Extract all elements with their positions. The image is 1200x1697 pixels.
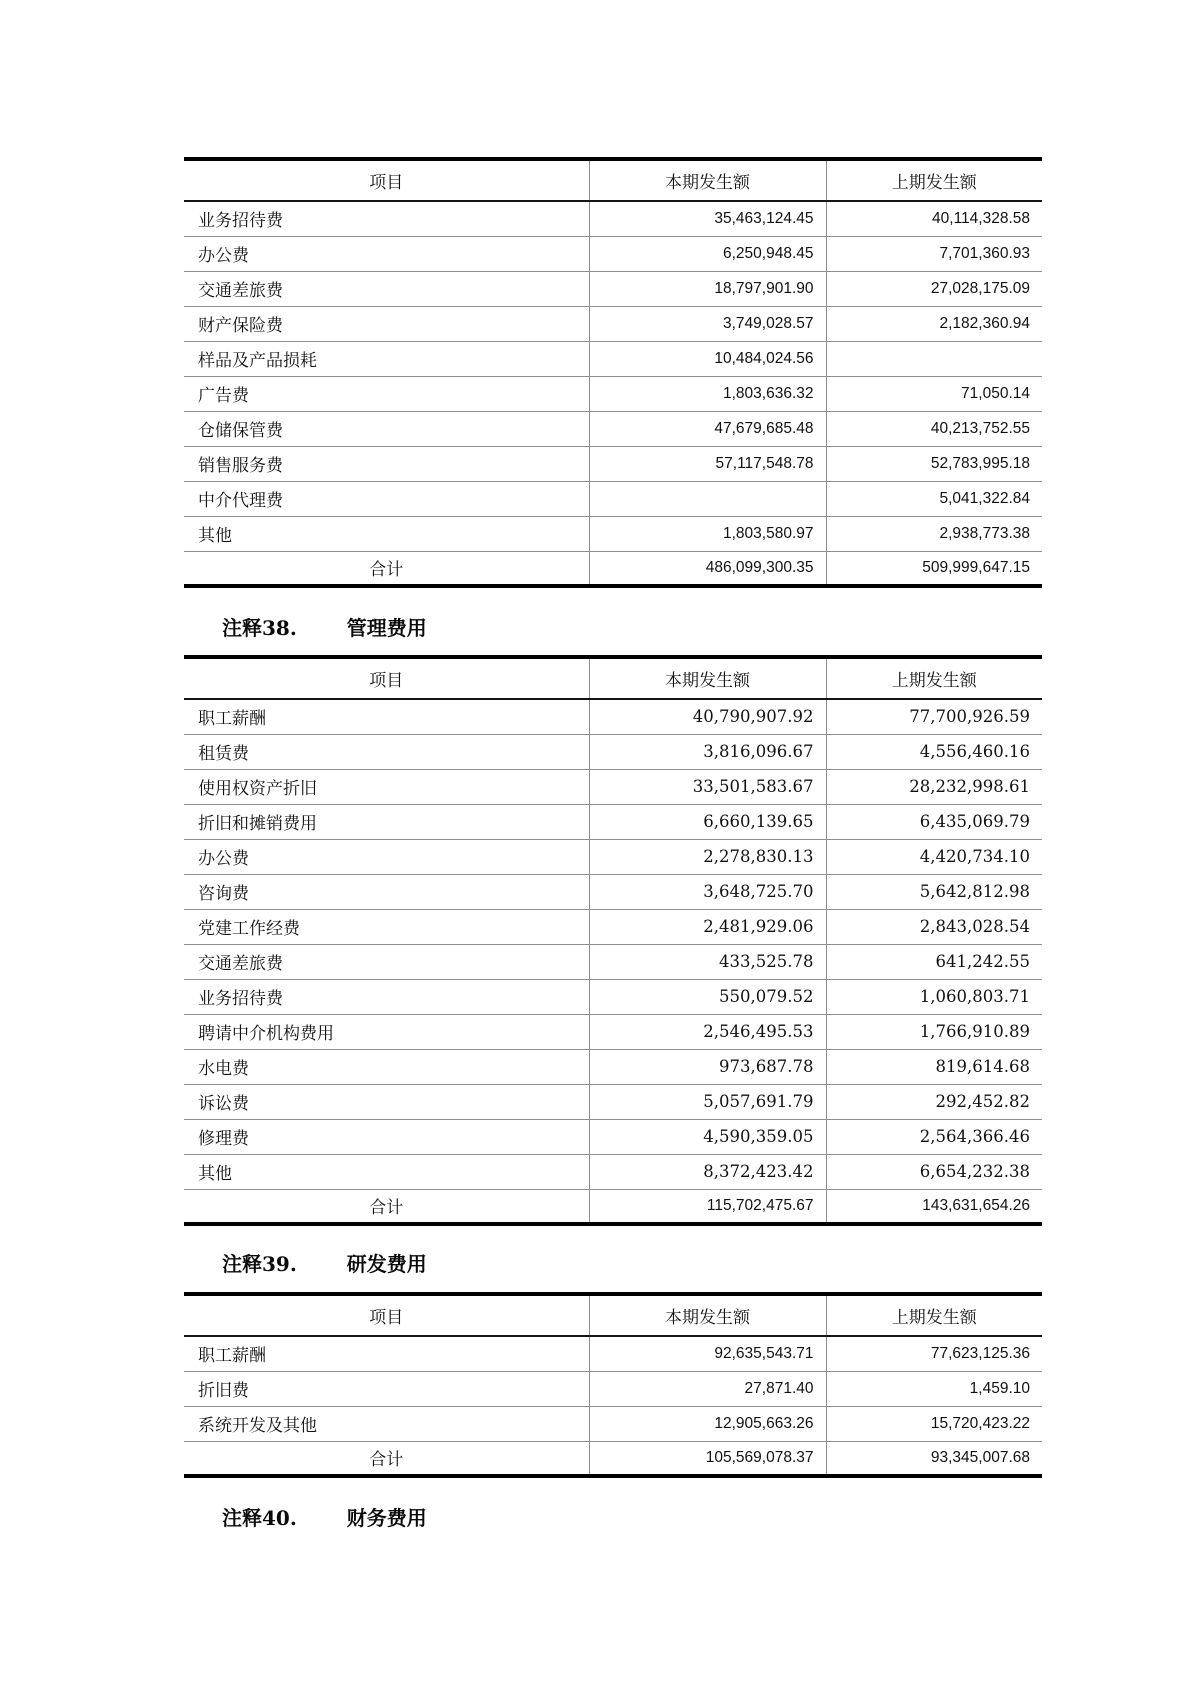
table-row: [184, 979, 1042, 1014]
current-period-value: 2,546,495.53: [589, 1014, 826, 1049]
prior-period-value: 52,783,995.18: [826, 446, 1042, 481]
prior-period-value: 40,213,752.55: [826, 411, 1042, 446]
table-row: [184, 909, 1042, 944]
table-row: [184, 481, 1042, 516]
item-label: 折旧和摊销费用: [184, 804, 589, 839]
current-period-value: 1,803,636.32: [589, 376, 826, 411]
header-row: [184, 657, 1042, 699]
table-row: [184, 446, 1042, 481]
prior-period-value: 2,182,360.94: [826, 306, 1042, 341]
total-label: 合计: [369, 1198, 404, 1219]
prior-period-value: 6,654,232.38: [826, 1154, 1042, 1189]
total-row: [184, 1189, 1042, 1224]
total-prior-period-value: 143,631,654.26: [826, 1189, 1042, 1224]
prior-period-value: 5,041,322.84: [826, 481, 1042, 516]
item-label: 其他: [184, 516, 589, 551]
column-header: 本期发生额: [589, 159, 826, 201]
item-label: 办公费: [184, 839, 589, 874]
table-row: [184, 769, 1042, 804]
current-period-value: 6,250,948.45: [589, 236, 826, 271]
current-period-value: 3,749,028.57: [589, 306, 826, 341]
selling-expenses-table: [184, 157, 1042, 588]
prior-period-value: 27,028,175.09: [826, 271, 1042, 306]
item-label: 租赁费: [184, 734, 589, 769]
table-row: [184, 1084, 1042, 1119]
note-number: 注释38.: [222, 616, 297, 640]
note-heading-38: [222, 612, 427, 641]
item-label: 销售服务费: [184, 446, 589, 481]
prior-period-value: 2,843,028.54: [826, 909, 1042, 944]
current-period-value: 973,687.78: [589, 1049, 826, 1084]
table-row: [184, 1014, 1042, 1049]
total-prior-period-value: 93,345,007.68: [826, 1441, 1042, 1476]
table-row: [184, 1371, 1042, 1406]
current-period-value: 33,501,583.67: [589, 769, 826, 804]
item-label: 中介代理费: [184, 481, 589, 516]
column-header: 本期发生额: [589, 657, 826, 699]
column-header: 项目: [184, 657, 589, 699]
current-period-value: 27,871.40: [589, 1371, 826, 1406]
total-row: [184, 1441, 1042, 1476]
current-period-value: 3,816,096.67: [589, 734, 826, 769]
table-row: [184, 306, 1042, 341]
prior-period-value: 1,766,910.89: [826, 1014, 1042, 1049]
prior-period-value: 641,242.55: [826, 944, 1042, 979]
current-period-value: 47,679,685.48: [589, 411, 826, 446]
header-row: [184, 1294, 1042, 1336]
prior-period-value: 1,060,803.71: [826, 979, 1042, 1014]
prior-period-value: 4,420,734.10: [826, 839, 1042, 874]
current-period-value: 57,117,548.78: [589, 446, 826, 481]
current-period-value: 92,635,543.71: [589, 1336, 826, 1371]
column-header: 项目: [184, 159, 589, 201]
item-label: 党建工作经费: [184, 909, 589, 944]
prior-period-value: 2,564,366.46: [826, 1119, 1042, 1154]
table-row: [184, 201, 1042, 236]
note-number: 注释39.: [222, 1252, 297, 1276]
table-row: [184, 944, 1042, 979]
table-row: [184, 874, 1042, 909]
table-row: [184, 376, 1042, 411]
table-row: [184, 1119, 1042, 1154]
note-heading-39: [222, 1248, 427, 1277]
total-label: 合计: [369, 1450, 404, 1471]
table-row: [184, 734, 1042, 769]
prior-period-value: 819,614.68: [826, 1049, 1042, 1084]
prior-period-value: 2,938,773.38: [826, 516, 1042, 551]
item-label: 咨询费: [184, 874, 589, 909]
item-label: 使用权资产折旧: [184, 769, 589, 804]
note-title: 管理费用: [346, 616, 427, 640]
table-row: [184, 341, 1042, 376]
prior-period-value: 292,452.82: [826, 1084, 1042, 1119]
prior-period-value: 7,701,360.93: [826, 236, 1042, 271]
total-current-period-value: 115,702,475.67: [589, 1189, 826, 1224]
current-period-value: 433,525.78: [589, 944, 826, 979]
item-label: 仓储保管费: [184, 411, 589, 446]
total-current-period-value: 105,569,078.37: [589, 1441, 826, 1476]
column-header: 本期发生额: [589, 1294, 826, 1336]
item-label: 职工薪酬: [184, 699, 589, 734]
column-header: 上期发生额: [826, 1294, 1042, 1336]
note-title: 研发费用: [346, 1252, 427, 1276]
total-row: [184, 551, 1042, 586]
item-label: 水电费: [184, 1049, 589, 1084]
table-row: [184, 1336, 1042, 1371]
item-label: 交通差旅费: [184, 271, 589, 306]
table-row: [184, 804, 1042, 839]
item-label: 业务招待费: [184, 201, 589, 236]
table-row: [184, 1049, 1042, 1084]
total-label: 合计: [369, 560, 404, 581]
prior-period-value: [826, 341, 1042, 376]
table-row: [184, 516, 1042, 551]
item-label: 交通差旅费: [184, 944, 589, 979]
item-label: 办公费: [184, 236, 589, 271]
current-period-value: 35,463,124.45: [589, 201, 826, 236]
prior-period-value: 77,623,125.36: [826, 1336, 1042, 1371]
rd-expenses-table: [184, 1292, 1042, 1478]
current-period-value: 8,372,423.42: [589, 1154, 826, 1189]
table-row: [184, 411, 1042, 446]
item-label: 其他: [184, 1154, 589, 1189]
current-period-value: 2,481,929.06: [589, 909, 826, 944]
current-period-value: 3,648,725.70: [589, 874, 826, 909]
admin-expenses-table: [184, 655, 1042, 1226]
column-header: 上期发生额: [826, 657, 1042, 699]
prior-period-value: 77,700,926.59: [826, 699, 1042, 734]
item-label: 样品及产品损耗: [184, 341, 589, 376]
current-period-value: 550,079.52: [589, 979, 826, 1014]
table-row: [184, 271, 1042, 306]
item-label: 职工薪酬: [184, 1336, 589, 1371]
item-label: 广告费: [184, 376, 589, 411]
table-row: [184, 1154, 1042, 1189]
current-period-value: 5,057,691.79: [589, 1084, 826, 1119]
prior-period-value: 5,642,812.98: [826, 874, 1042, 909]
table-row: [184, 236, 1042, 271]
item-label: 聘请中介机构费用: [184, 1014, 589, 1049]
column-header: 上期发生额: [826, 159, 1042, 201]
item-label: 业务招待费: [184, 979, 589, 1014]
prior-period-value: 4,556,460.16: [826, 734, 1042, 769]
item-label: 折旧费: [184, 1371, 589, 1406]
current-period-value: 6,660,139.65: [589, 804, 826, 839]
item-label: 财产保险费: [184, 306, 589, 341]
prior-period-value: 71,050.14: [826, 376, 1042, 411]
prior-period-value: 40,114,328.58: [826, 201, 1042, 236]
item-label: 系统开发及其他: [184, 1406, 589, 1441]
prior-period-value: 6,435,069.79: [826, 804, 1042, 839]
total-current-period-value: 486,099,300.35: [589, 551, 826, 586]
prior-period-value: 15,720,423.22: [826, 1406, 1042, 1441]
prior-period-value: 28,232,998.61: [826, 769, 1042, 804]
item-label: 修理费: [184, 1119, 589, 1154]
column-header: 项目: [184, 1294, 589, 1336]
current-period-value: [589, 481, 826, 516]
total-prior-period-value: 509,999,647.15: [826, 551, 1042, 586]
header-row: [184, 159, 1042, 201]
table-row: [184, 839, 1042, 874]
current-period-value: 10,484,024.56: [589, 341, 826, 376]
item-label: 诉讼费: [184, 1084, 589, 1119]
current-period-value: 40,790,907.92: [589, 699, 826, 734]
prior-period-value: 1,459.10: [826, 1371, 1042, 1406]
current-period-value: 18,797,901.90: [589, 271, 826, 306]
note-number: 注释40.: [222, 1506, 297, 1530]
current-period-value: 1,803,580.97: [589, 516, 826, 551]
table-row: [184, 699, 1042, 734]
current-period-value: 4,590,359.05: [589, 1119, 826, 1154]
table-row: [184, 1406, 1042, 1441]
current-period-value: 2,278,830.13: [589, 839, 826, 874]
current-period-value: 12,905,663.26: [589, 1406, 826, 1441]
note-title: 财务费用: [346, 1506, 427, 1530]
note-heading-40: [222, 1502, 427, 1531]
